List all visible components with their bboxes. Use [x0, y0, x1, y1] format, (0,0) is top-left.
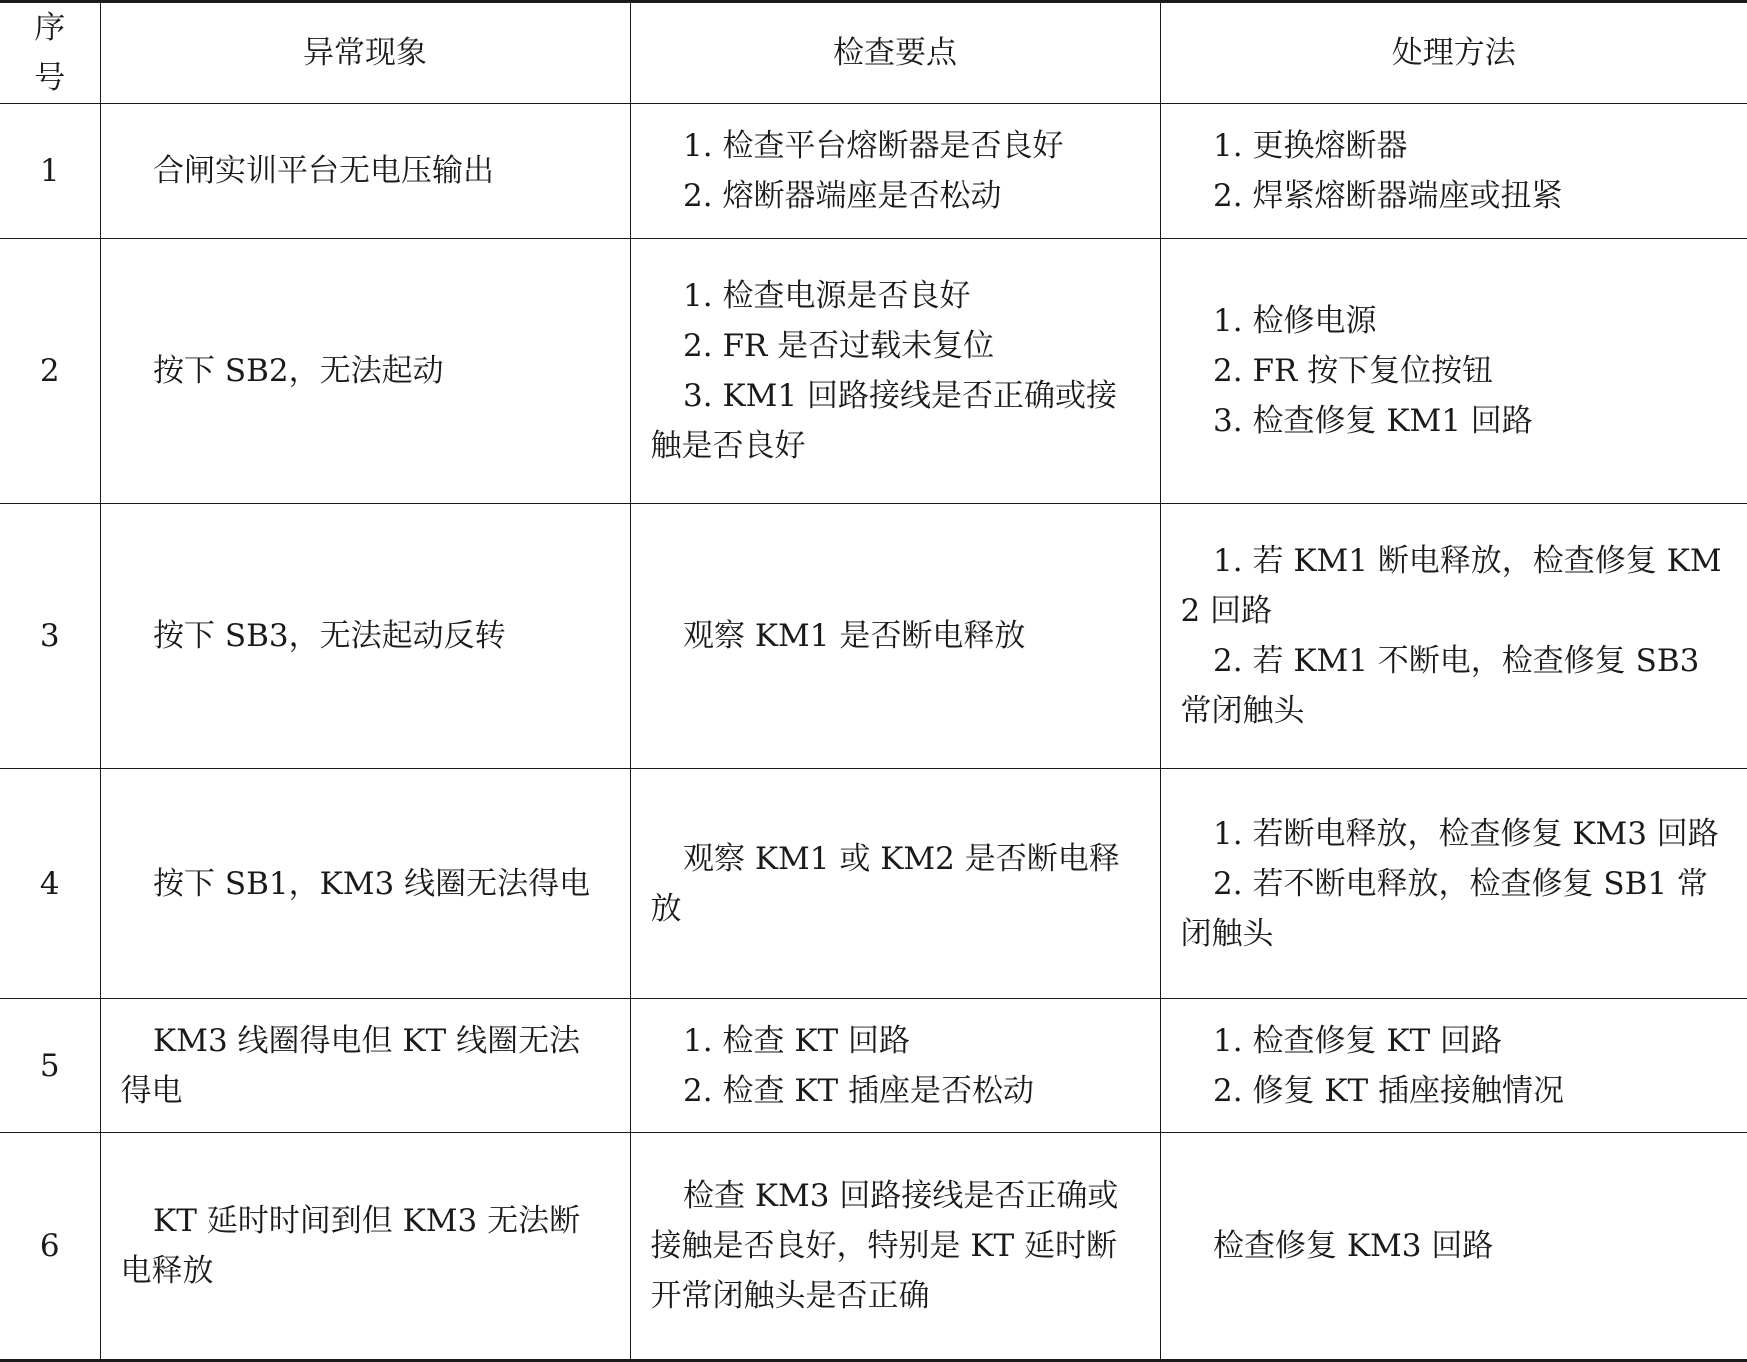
- header-cell: 异常现象: [100, 2, 630, 104]
- phenomenon-text: 按下 SB3，无法起动反转: [153, 618, 506, 654]
- method-line: 1. 更换熔断器: [1213, 128, 1408, 164]
- check-cell: [630, 504, 1160, 769]
- header-cell: 处理方法: [1160, 2, 1747, 104]
- row-number: 1: [0, 104, 100, 239]
- method-cell: [1160, 1133, 1747, 1361]
- table-row: [0, 239, 1747, 504]
- row-number: 5: [0, 999, 100, 1133]
- table-row: [0, 769, 1747, 999]
- check-line: 2. 熔断器端座是否松动: [683, 178, 1002, 214]
- check-cell: [630, 1133, 1160, 1361]
- check-line: 观察 KM1 或 KM2 是否断电释放: [650, 840, 1120, 927]
- method-cell: [1160, 769, 1747, 999]
- phenomenon-cell: [100, 1133, 630, 1361]
- table-row: [0, 999, 1747, 1133]
- phenomenon-text: 合闸实训平台无电压输出: [153, 153, 495, 189]
- check-line: 2. FR 是否过载未复位: [683, 328, 995, 364]
- header-cell: 检查要点: [630, 2, 1160, 104]
- check-cell: [630, 104, 1160, 239]
- phenomenon-text: KM3 线圈得电但 KT 线圈无法得电: [120, 1022, 581, 1109]
- check-line: 3. KM1 回路接线是否正确或接触是否良好: [650, 378, 1117, 464]
- check-cell: [630, 769, 1160, 999]
- method-line: 1. 若 KM1 断电释放，检查修复 KM2 回路: [1180, 543, 1722, 629]
- method-cell: [1160, 504, 1747, 769]
- method-line: 1. 检查修复 KT 回路: [1213, 1022, 1503, 1059]
- method-line: 1. 检修电源: [1213, 303, 1377, 339]
- check-line: 检查 KM3 回路接线是否正确或接触是否良好，特别是 KT 延时断开常闭触头是否正确: [650, 1178, 1119, 1314]
- phenomenon-text: 按下 SB1，KM3 线圈无法得电: [153, 865, 591, 902]
- row-number: 6: [0, 1133, 100, 1361]
- row-number: 3: [0, 504, 100, 769]
- method-line: 2. 焊紧熔断器端座或扭紧: [1213, 178, 1563, 214]
- phenomenon-cell: [100, 769, 630, 999]
- check-line: 1. 检查电源是否良好: [683, 278, 971, 314]
- check-line: 1. 检查平台熔断器是否良好: [683, 128, 1064, 164]
- method-line: 1. 若断电释放，检查修复 KM3 回路: [1213, 815, 1719, 852]
- phenomenon-cell: [100, 239, 630, 504]
- check-cell: [630, 999, 1160, 1133]
- table-row: [0, 504, 1747, 769]
- phenomenon-text: 按下 SB2，无法起动: [153, 353, 444, 389]
- phenomenon-cell: [100, 504, 630, 769]
- check-line: 观察 KM1 是否断电释放: [683, 618, 1026, 654]
- check-line: 2. 检查 KT 插座是否松动: [683, 1072, 1035, 1109]
- phenomenon-cell: [100, 999, 630, 1133]
- method-cell: [1160, 104, 1747, 239]
- check-line: 1. 检查 KT 回路: [683, 1022, 911, 1059]
- method-line: 检查修复 KM3 回路: [1213, 1228, 1494, 1264]
- table-header-row: [0, 2, 1747, 104]
- table-row: [0, 104, 1747, 239]
- phenomenon-cell: [100, 104, 630, 239]
- table-row: [0, 1133, 1747, 1361]
- row-number: 2: [0, 239, 100, 504]
- method-cell: [1160, 239, 1747, 504]
- row-number: 4: [0, 769, 100, 999]
- phenomenon-text: KT 延时时间到但 KM3 无法断电释放: [120, 1203, 581, 1289]
- method-cell: [1160, 999, 1747, 1133]
- check-cell: [630, 239, 1160, 504]
- method-line: 2. 若不断电释放，检查修复 SB1 常闭触头: [1180, 865, 1708, 952]
- method-line: 2. FR 按下复位按钮: [1213, 353, 1494, 389]
- method-line: 3. 检查修复 KM1 回路: [1213, 403, 1533, 439]
- method-line: 2. 若 KM1 不断电，检查修复 SB3 常闭触头: [1180, 643, 1710, 729]
- method-line: 2. 修复 KT 插座接触情况: [1213, 1072, 1565, 1109]
- header-cell: 序号: [0, 2, 100, 104]
